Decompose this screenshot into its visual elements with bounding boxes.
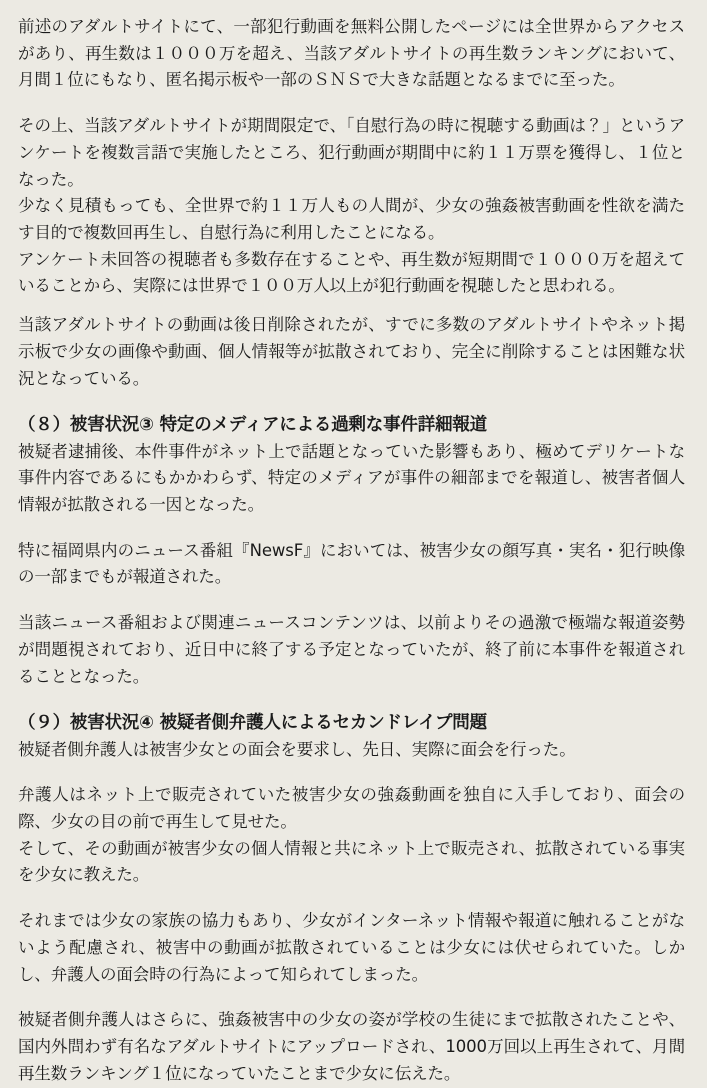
paragraph-group-lawyer-ranking [18, 1007, 685, 1087]
paragraph-group-newsf [18, 538, 685, 591]
heading-damage-situation-3: （８）被害状況③ 特定のメディアによる過剰な事件詳細報道 [18, 415, 487, 436]
paragraph-group-family-protection [18, 908, 685, 988]
paragraph-group-deletion [18, 312, 685, 392]
paragraph-survey-votes: その上、当該アダルトサイトが期間限定で、「自慰行為の時に視聴する動画は？」というアンケートを複数言語で実施したところ、犯行動画が期間中に約１１万票を獲得し、１位となった。 [18, 116, 685, 189]
paragraph-group-program-ending [18, 610, 685, 690]
paragraph-newsf-broadcast: 特に福岡県内のニュース番組『NewsF』においては、被害少女の顔写真・実名・犯行映像の一部までもが報道された。 [18, 540, 685, 587]
paragraph-group-lawyer-playback [18, 782, 685, 889]
heading-damage-situation-4: （９）被害状況④ 被疑者側弁護人によるセカンドレイプ問題 [18, 713, 487, 734]
paragraph-group-lawyer-meeting [18, 737, 685, 764]
paragraph-estimate-viewers: 少なく見積もっても、全世界で約１１万人もの人間が、少女の強姦被害動画を性欲を満たす目的で複数回再生し、自慰行為に利用したことになる。 [18, 196, 685, 243]
paragraph-family-protection: それまでは少女の家族の協力もあり、少女がインターネット情報や報道に触れることがないよう配慮され、被害中の動画が拡散されていることは少女には伏せられていた。しかし、弁護人の面会時の行為によって知られてしまった。 [18, 911, 685, 984]
paragraph-lawyer-meeting: 被疑者側弁護人は被害少女との面会を要求し、先日、実際に面会を行った。 [18, 739, 576, 759]
paragraph-group-survey [18, 113, 685, 300]
paragraph-lawyer-playback: 弁護人はネット上で販売されていた被害少女の強姦動画を独自に入手しており、面会の際、少女の目の前で再生して見せた。 [18, 785, 685, 832]
paragraph-lawyer-informed-sale: そして、その動画が被害少女の個人情報と共にネット上で販売され、拡散されている事実を少女に教えた。 [18, 838, 685, 885]
spacer [18, 300, 685, 312]
paragraph-media-reporting-detail: 被疑者逮捕後、本件事件がネット上で話題となっていた影響もあり、極めてデリケートな事件内容であるにもかかわらず、特定のメディアが事件の細部までを報道し、被害者個人情報が拡散される一因となった。 [18, 441, 685, 515]
paragraph-group-media [18, 439, 685, 519]
paragraph-program-ending: 当該ニュース番組および関連ニュースコンテンツは、以前よりその過激で極端な報道姿勢が問題視されており、近日中に終了する予定となっていたが、終了前に本事件を報道されることとなった。 [18, 613, 685, 686]
paragraph-group-views [18, 14, 685, 94]
paragraph-unanswered-viewers: アンケート未回答の視聴者も多数存在することや、再生数が短期間で１０００万を超えていることから、実際には世界で１００万人以上が犯行動画を視聴したと思われる。 [18, 249, 685, 296]
paragraph-deletion-difficult: 当該アダルトサイトの動画は後日削除されたが、すでに多数のアダルトサイトやネット掲示板で少女の画像や動画、個人情報等が拡散されており、完全に削除することは困難な状況となっている。 [18, 315, 685, 388]
paragraph-free-release-views: 前述のアダルトサイトにて、一部犯行動画を無料公開したページには全世界からアクセスがあり、再生数は１０００万を超え、当該アダルトサイトの再生数ランキングにおいて、月間１位にもなり、匿名掲示板や一部のＳＮＳで大きな話題となるまでに至った。 [18, 17, 685, 90]
paragraph-lawyer-told-ranking: 被疑者側弁護人はさらに、強姦被害中の少女の姿が学校の生徒にまで拡散されたことや、国内外問わず有名なアダルトサイトにアップロードされ、1000万回以上再生されて、月間再生数ランキング１位になっていたことまで少女に伝えた。 [18, 1010, 685, 1083]
